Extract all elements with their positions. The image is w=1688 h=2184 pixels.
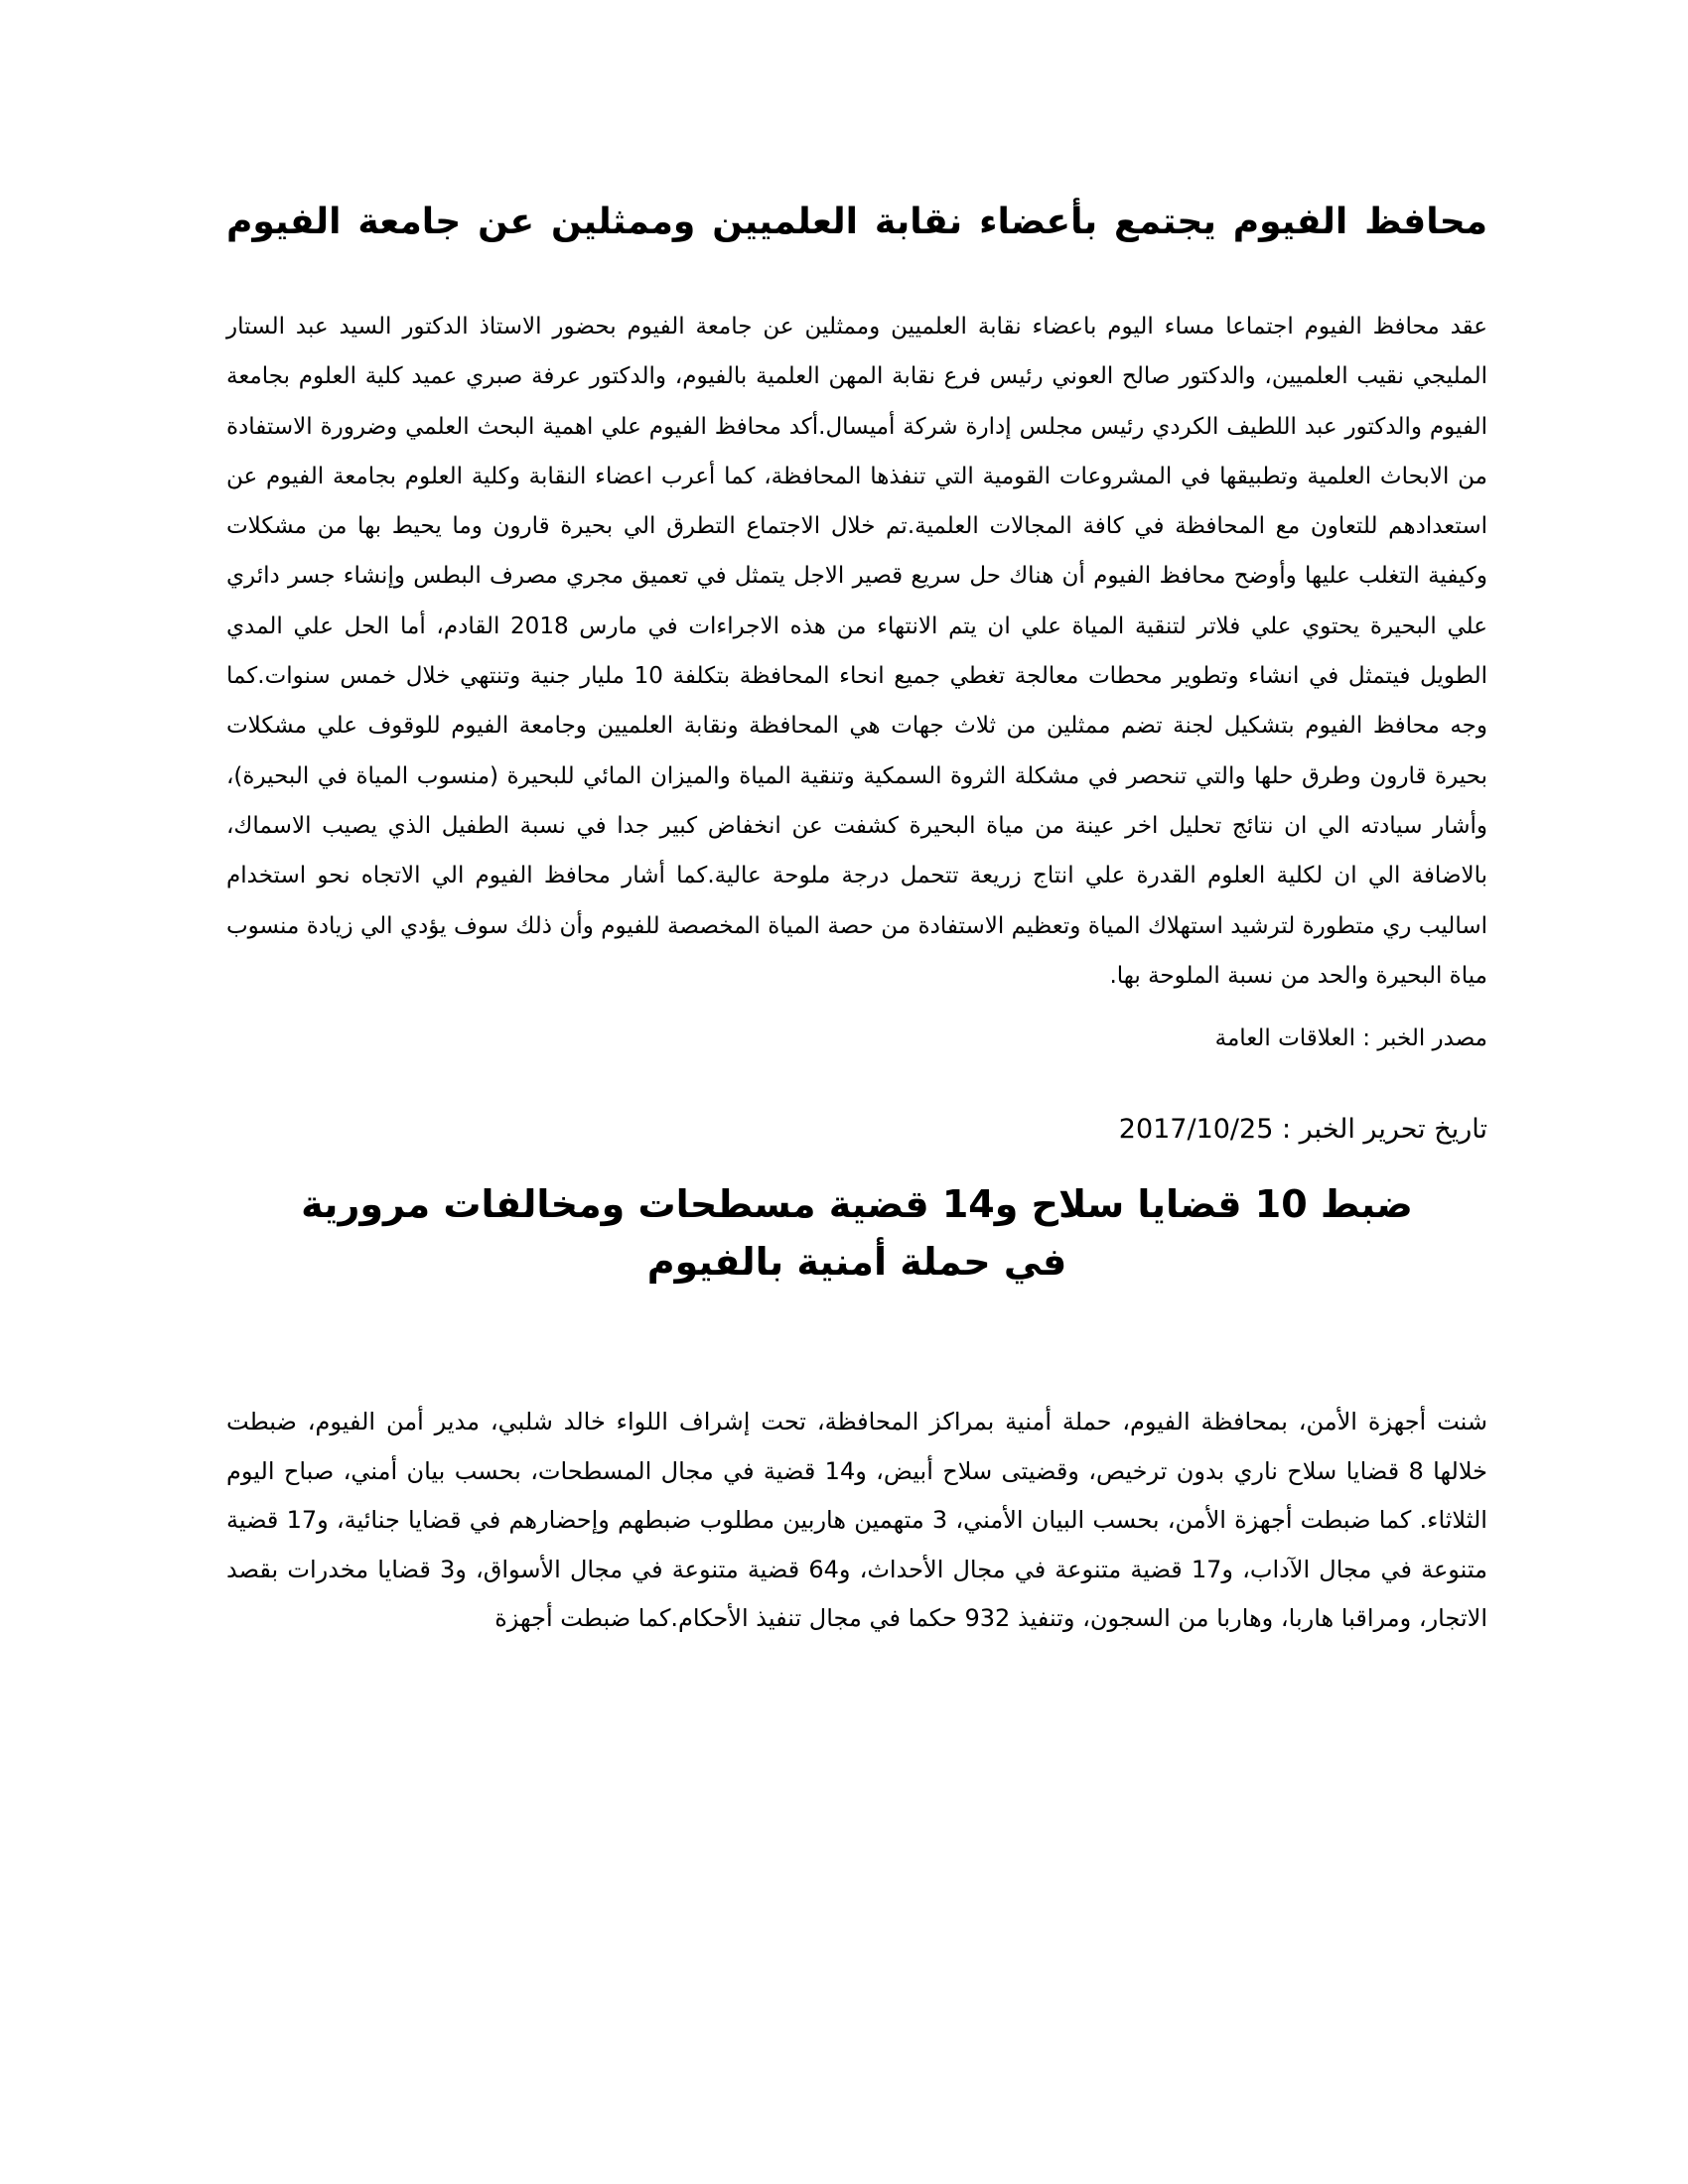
article-1-headline: محافظ الفيوم يجتمع بأعضاء نقابة العلميين وممثلين عن جامعة الفيوم — [226, 202, 1487, 242]
article-1-date: تاريخ تحرير الخبر : 2017/10/25 — [1118, 1114, 1487, 1146]
article-2-body: شنت أجهزة الأمن، بمحافظة الفيوم، حملة أمنية بمراكز المحافظة، تحت إشراف اللواء خالد شلبي، مدير أمن الفيوم، ضبطت خلالها 8 قضايا سلاح ناري بدون ترخيص، وقضيتى سلاح أبيض، و14 قضية في مجال المسطحات، بحسب بيان أمني، صباح اليوم الثلاثاء. كما ضبطت أجهزة الأمن، بحسب البيان الأمني، 3 متهمين هاربين مطلوب ضبطهم وإحضارهم في قضايا جنائية، و17 قضية متنوعة في مجال الآداب، و17 قضية متنوعة في مجال الأحداث، و64 قضية متنوعة في مجال الأسواق، و3 قضايا مخدرات بقصد الاتجار، ومراقبا هاربا، وهاربا من السجون، وتنفيذ 932 حكما في مجال تنفيذ الأحكام.كما ضبطت أجهزة — [226, 1408, 1488, 1633]
article-2-headline: ضبط 10 قضايا سلاح و14 قضية مسطحات ومخالفات مرورية في حملة أمنية بالفيوم — [301, 1182, 1413, 1285]
article-1-body: عقد محافظ الفيوم اجتماعا مساء اليوم باعضاء نقابة العلميين وممثلين عن جامعة الفيوم بحضور الاستاذ الدكتور السيد عبد الستار المليجي نقيب العلميين، والدكتور صالح العوني رئيس فرع نقابة المهن العلمية بالفيوم، والدكتور عرفة صبري عميد كلية العلوم بجامعة الفيوم والدكتور عبد اللطيف الكردي رئيس مجلس إدارة شركة أميسال.أكد محافظ الفيوم علي اهمية البحث العلمي وضرورة الاستفادة من الابحاث العلمية وتطبيقها في المشروعات القومية التي تنفذها المحافظة، كما أعرب اعضاء النقابة وكلية العلوم بجامعة الفيوم عن استعدادهم للتعاون مع المحافظة في كافة المجالات العلمية.تم خلال الاجتماع التطرق الي بحيرة قارون وما يحيط بها من مشكلات وكيفية التغلب عليها وأوضح محافظ الفيوم أن هناك حل سريع قصير الاجل يتمثل في تعميق مجري مصرف البطس وإنشاء جسر دائري علي البحيرة يحتوي علي فلاتر لتنقية المياة علي ان يتم الانتهاء من هذه الاجراءات في مارس 2018 القادم، أما الحل علي المدي الطويل فيتمثل في انشاء وتطوير محطات معالجة تغطي جميع انحاء المحافظة بتكلفة 10 مليار جنية وتنتهي خلال خمس سنوات.كما وجه محافظ الفيوم بتشكيل لجنة تضم ممثلين من ثلاث جهات هي المحافظة ونقابة العلميين وجامعة الفيوم للوقوف علي مشكلات بحيرة قارون وطرق حلها والتي تنحصر في مشكلة الثروة السمكية وتنقية المياة والميزان المائي للبحيرة (منسوب المياة في البحيرة)، وأشار سيادته الي ان نتائج تحليل اخر عينة من مياة البحيرة كشفت عن انخفاض كبير جدا في نسبة الطفيل الذي يصيب الاسماك، بالاضافة الي ان لكلية العلوم القدرة علي انتاج زريعة تتحمل درجة ملوحة عالية.كما أشار محافظ الفيوم الي الاتجاه نحو استخدام اساليب ري متطورة لترشيد استهلاك المياة وتعظيم الاستفادة من حصة المياة المخصصة للفيوم وأن ذلك سوف يؤدي الي زيادة منسوب مياة البحيرة والحد من نسبة الملوحة بها. — [226, 314, 1487, 989]
document-content — [226, 179, 1487, 1644]
article-1-source: مصدر الخبر : العلاقات العامة — [1214, 1025, 1487, 1052]
